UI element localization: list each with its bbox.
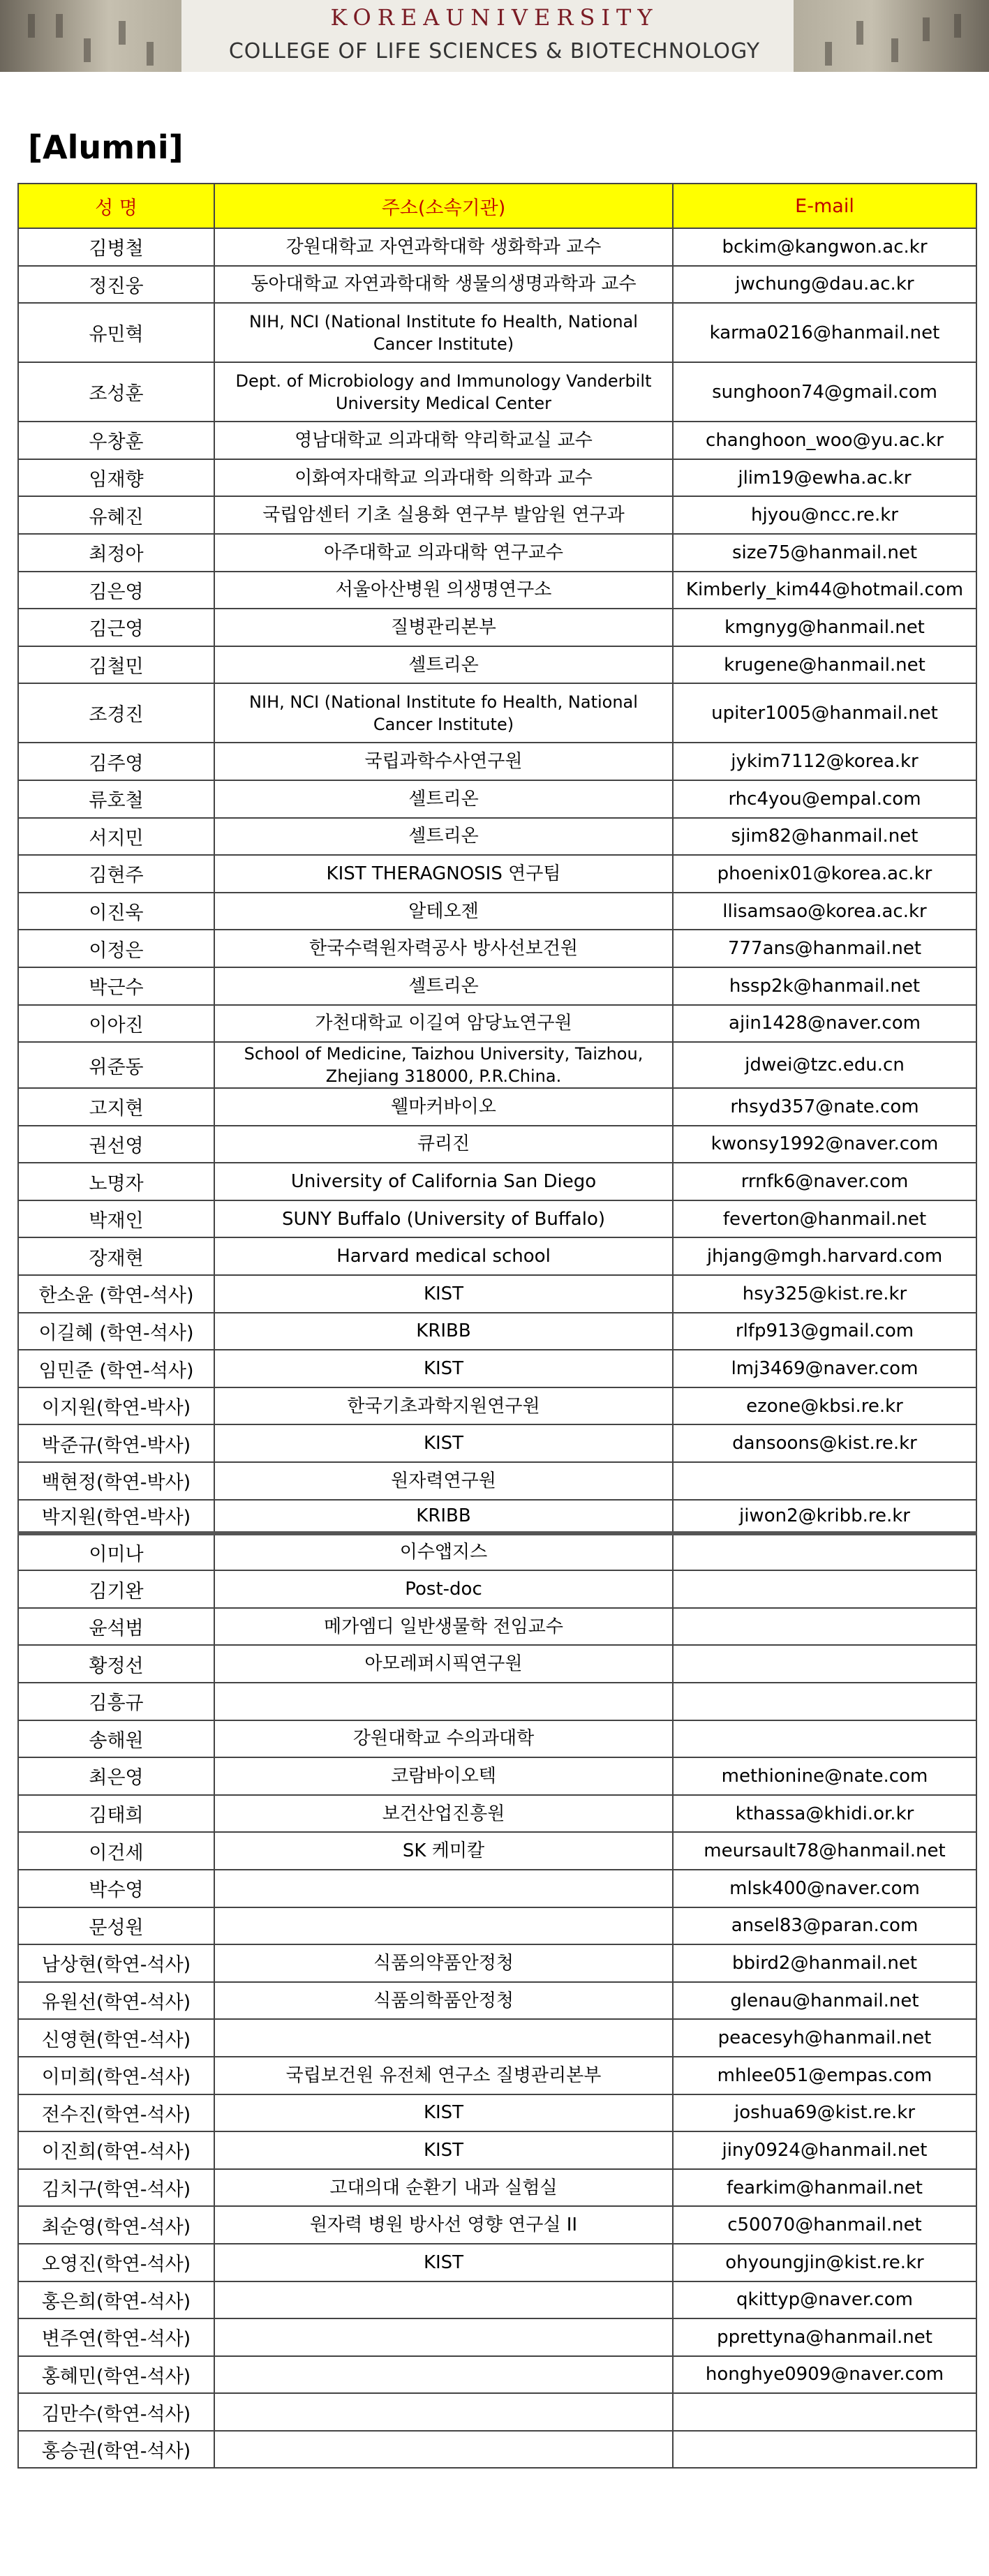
email-cell[interactable]: hsy325@kist.re.kr	[673, 1275, 976, 1313]
table-row	[18, 1275, 976, 1313]
table-row	[18, 362, 976, 422]
affiliation-cell	[214, 2281, 673, 2319]
name-cell: 유원선(학연-석사)	[18, 1982, 214, 2020]
table-row	[18, 683, 976, 743]
email-cell[interactable]: methionine@nate.com	[673, 1757, 976, 1795]
email-cell[interactable]: mlsk400@naver.com	[673, 1870, 976, 1907]
affiliation-cell: 이화여자대학교 의과대학 의학과 교수	[214, 459, 673, 497]
email-cell	[673, 1570, 976, 1608]
name-cell: 박준규(학연-박사)	[18, 1424, 214, 1462]
name-cell: 이아진	[18, 1005, 214, 1043]
email-cell[interactable]: bckim@kangwon.ac.kr	[673, 228, 976, 266]
email-cell[interactable]: lmj3469@naver.com	[673, 1350, 976, 1387]
affiliation-cell: Dept. of Microbiology and Immunology Vanderbilt University Medical Center	[214, 362, 673, 422]
affiliation-cell: 큐리진	[214, 1126, 673, 1163]
affiliation-cell: 셀트리온	[214, 646, 673, 684]
name-cell: 이미희(학연-석사)	[18, 2057, 214, 2094]
table-row	[18, 1200, 976, 1238]
email-cell	[673, 1462, 976, 1500]
affiliation-cell: 이수앱지스	[214, 1533, 673, 1571]
email-cell[interactable]: jwchung@dau.ac.kr	[673, 266, 976, 304]
email-cell[interactable]: rhc4you@empal.com	[673, 780, 976, 818]
table-row	[18, 2431, 976, 2469]
email-cell[interactable]: peacesyh@hanmail.net	[673, 2019, 976, 2057]
alumni-table-body	[18, 228, 976, 2468]
affiliation-cell: 보건산업진흥원	[214, 1795, 673, 1833]
table-row	[18, 2393, 976, 2431]
affiliation-cell: 코람바이오텍	[214, 1757, 673, 1795]
email-cell[interactable]: jdwei@tzc.edu.cn	[673, 1042, 976, 1088]
name-cell: 김태희	[18, 1795, 214, 1833]
affiliation-cell: 식품의학품안정청	[214, 1982, 673, 2020]
email-cell[interactable]: bbird2@hanmail.net	[673, 1944, 976, 1982]
name-cell: 박재인	[18, 1200, 214, 1238]
table-row	[18, 2019, 976, 2057]
name-cell: 조성훈	[18, 362, 214, 422]
name-cell: 오영진(학연-석사)	[18, 2244, 214, 2281]
table-row	[18, 1462, 976, 1500]
table-row	[18, 1683, 976, 1720]
name-cell: 유혜진	[18, 496, 214, 534]
affiliation-cell: KIST	[214, 1275, 673, 1313]
name-cell: 임재향	[18, 459, 214, 497]
table-row	[18, 1720, 976, 1758]
email-cell[interactable]: Kimberly_kim44@hotmail.com	[673, 572, 976, 609]
table-row	[18, 2281, 976, 2319]
email-cell[interactable]: changhoon_woo@yu.ac.kr	[673, 422, 976, 459]
name-cell: 한소윤 (학연-석사)	[18, 1275, 214, 1313]
table-row	[18, 1870, 976, 1907]
alumni-table	[17, 183, 977, 2469]
email-cell	[673, 1645, 976, 1683]
name-cell: 권선영	[18, 1126, 214, 1163]
table-row	[18, 1608, 976, 1646]
table-row	[18, 2094, 976, 2132]
email-cell[interactable]: size75@hanmail.net	[673, 534, 976, 572]
affiliation-cell	[214, 1907, 673, 1945]
email-cell[interactable]: ajin1428@naver.com	[673, 1005, 976, 1043]
affiliation-cell: 메가엠디 일반생물학 전임교수	[214, 1608, 673, 1646]
email-cell[interactable]: fearkim@hanmail.net	[673, 2169, 976, 2207]
email-cell[interactable]: ohyoungjin@kist.re.kr	[673, 2244, 976, 2281]
table-row	[18, 1042, 976, 1088]
table-row	[18, 266, 976, 304]
affiliation-cell: 강원대학교 수의과대학	[214, 1720, 673, 1758]
email-cell[interactable]: c50070@hanmail.net	[673, 2206, 976, 2244]
email-cell[interactable]: ezone@kbsi.re.kr	[673, 1387, 976, 1425]
table-row	[18, 2356, 976, 2394]
affiliation-cell: KIST	[214, 2244, 673, 2281]
page-title: [Alumni]	[28, 128, 184, 166]
name-cell: 최은영	[18, 1757, 214, 1795]
affiliation-cell: 동아대학교 자연과학대학 생물의생명과학과 교수	[214, 266, 673, 304]
email-cell[interactable]: karma0216@hanmail.net	[673, 303, 976, 362]
email-cell[interactable]: sjim82@hanmail.net	[673, 818, 976, 856]
table-row	[18, 1163, 976, 1200]
name-cell: 박지원(학연-박사)	[18, 1500, 214, 1533]
affiliation-cell: 국립암센터 기초 실용화 연구부 발암원 연구과	[214, 496, 673, 534]
email-cell[interactable]: llisamsao@korea.ac.kr	[673, 893, 976, 930]
name-cell: 임민준 (학연-석사)	[18, 1350, 214, 1387]
table-row	[18, 572, 976, 609]
affiliation-cell: Harvard medical school	[214, 1237, 673, 1275]
table-row	[18, 609, 976, 646]
email-cell[interactable]: phoenix01@korea.ac.kr	[673, 855, 976, 893]
university-title: KOREAUNIVERSITY	[330, 4, 659, 31]
email-cell[interactable]: pprettyna@hanmail.net	[673, 2318, 976, 2356]
name-cell: 백현정(학연-박사)	[18, 1462, 214, 1500]
name-cell: 서지민	[18, 818, 214, 856]
email-cell[interactable]: dansoons@kist.re.kr	[673, 1424, 976, 1462]
table-row	[18, 2057, 976, 2094]
affiliation-cell	[214, 2356, 673, 2394]
name-cell: 홍혜민(학연-석사)	[18, 2356, 214, 2394]
table-row	[18, 1088, 976, 1126]
affiliation-cell: NIH, NCI (National Institute fo Health, National Cancer Institute)	[214, 303, 673, 362]
email-cell[interactable]: rhsyd357@nate.com	[673, 1088, 976, 1126]
email-cell[interactable]: ansel83@paran.com	[673, 1907, 976, 1945]
affiliation-cell: 국립과학수사연구원	[214, 743, 673, 780]
name-cell: 김주영	[18, 743, 214, 780]
affiliation-cell: 식품의약품안정청	[214, 1944, 673, 1982]
affiliation-cell: KIST	[214, 2131, 673, 2169]
email-cell[interactable]: meursault78@hanmail.net	[673, 1832, 976, 1870]
name-cell: 송해원	[18, 1720, 214, 1758]
email-cell[interactable]: jhjang@mgh.harvard.com	[673, 1237, 976, 1275]
column-header-email: E-mail	[673, 184, 976, 228]
table-row	[18, 2169, 976, 2207]
affiliation-cell: School of Medicine, Taizhou University, Taizhou, Zhejiang 318000, P.R.China.	[214, 1042, 673, 1088]
name-cell: 이길혜 (학연-석사)	[18, 1313, 214, 1350]
table-row	[18, 1832, 976, 1870]
affiliation-cell: KRIBB	[214, 1313, 673, 1350]
name-cell: 장재현	[18, 1237, 214, 1275]
name-cell: 류호철	[18, 780, 214, 818]
affiliation-cell: 질병관리본부	[214, 609, 673, 646]
name-cell: 이지원(학연-박사)	[18, 1387, 214, 1425]
email-cell[interactable]: jykim7112@korea.kr	[673, 743, 976, 780]
affiliation-cell: 웰마커바이오	[214, 1088, 673, 1126]
email-cell	[673, 1533, 976, 1571]
affiliation-cell: 원자력연구원	[214, 1462, 673, 1500]
affiliation-cell: KRIBB	[214, 1500, 673, 1533]
affiliation-cell	[214, 2019, 673, 2057]
name-cell: 김근영	[18, 609, 214, 646]
name-cell: 김은영	[18, 572, 214, 609]
header-banner	[0, 0, 989, 72]
table-row	[18, 1005, 976, 1043]
affiliation-cell: SK 케미칼	[214, 1832, 673, 1870]
email-cell[interactable]: jlim19@ewha.ac.kr	[673, 459, 976, 497]
name-cell: 이건세	[18, 1832, 214, 1870]
email-cell	[673, 2393, 976, 2431]
affiliation-cell: 셀트리온	[214, 818, 673, 856]
table-row	[18, 1533, 976, 1571]
name-cell: 유민혁	[18, 303, 214, 362]
name-cell: 이진욱	[18, 893, 214, 930]
name-cell: 김현주	[18, 855, 214, 893]
email-cell[interactable]: glenau@hanmail.net	[673, 1982, 976, 2020]
name-cell: 박수영	[18, 1870, 214, 1907]
table-row	[18, 2206, 976, 2244]
name-cell: 김만수(학연-석사)	[18, 2393, 214, 2431]
affiliation-cell: KIST	[214, 1350, 673, 1387]
name-cell: 조경진	[18, 683, 214, 743]
affiliation-cell	[214, 1870, 673, 1907]
email-cell[interactable]: honghye0909@naver.com	[673, 2356, 976, 2394]
name-cell: 김병철	[18, 228, 214, 266]
name-cell: 김기완	[18, 1570, 214, 1608]
name-cell: 박근수	[18, 967, 214, 1005]
table-row	[18, 496, 976, 534]
affiliation-cell: KIST	[214, 1424, 673, 1462]
email-cell[interactable]: mhlee051@empas.com	[673, 2057, 976, 2094]
email-cell[interactable]: feverton@hanmail.net	[673, 1200, 976, 1238]
column-header-name: 성 명	[18, 184, 214, 228]
name-cell: 정진웅	[18, 266, 214, 304]
name-cell: 신영현(학연-석사)	[18, 2019, 214, 2057]
name-cell: 변주연(학연-석사)	[18, 2318, 214, 2356]
name-cell: 문성원	[18, 1907, 214, 1945]
email-cell[interactable]: sunghoon74@gmail.com	[673, 362, 976, 422]
name-cell: 최순영(학연-석사)	[18, 2206, 214, 2244]
table-row	[18, 2318, 976, 2356]
name-cell: 김흥규	[18, 1683, 214, 1720]
email-cell[interactable]: rrnfk6@naver.com	[673, 1163, 976, 1200]
affiliation-cell: University of California San Diego	[214, 1163, 673, 1200]
table-row	[18, 1570, 976, 1608]
table-row	[18, 1982, 976, 2020]
affiliation-cell: 아모레퍼시픽연구원	[214, 1645, 673, 1683]
affiliation-cell: NIH, NCI (National Institute fo Health, National Cancer Institute)	[214, 683, 673, 743]
name-cell: 김치구(학연-석사)	[18, 2169, 214, 2207]
affiliation-cell: 알테오젠	[214, 893, 673, 930]
affiliation-cell: 영남대학교 의과대학 약리학교실 교수	[214, 422, 673, 459]
email-cell[interactable]: upiter1005@hanmail.net	[673, 683, 976, 743]
table-row	[18, 1944, 976, 1982]
table-row	[18, 1424, 976, 1462]
affiliation-cell: 강원대학교 자연과학대학 생화학과 교수	[214, 228, 673, 266]
name-cell: 우창훈	[18, 422, 214, 459]
table-row	[18, 1350, 976, 1387]
table-row	[18, 228, 976, 266]
name-cell: 이진희(학연-석사)	[18, 2131, 214, 2169]
name-cell: 김철민	[18, 646, 214, 684]
table-row	[18, 743, 976, 780]
name-cell: 윤석범	[18, 1608, 214, 1646]
affiliation-cell: 국립보건원 유전체 연구소 질병관리본부	[214, 2057, 673, 2094]
affiliation-cell: 한국기초과학지원연구원	[214, 1387, 673, 1425]
table-row	[18, 1126, 976, 1163]
email-cell[interactable]: jiny0924@hanmail.net	[673, 2131, 976, 2169]
email-cell[interactable]: qkittyp@naver.com	[673, 2281, 976, 2319]
email-cell[interactable]: kthassa@khidi.or.kr	[673, 1795, 976, 1833]
table-row	[18, 1907, 976, 1945]
email-cell[interactable]: 777ans@hanmail.net	[673, 930, 976, 967]
name-cell: 황정선	[18, 1645, 214, 1683]
table-row	[18, 1387, 976, 1425]
email-cell[interactable]: jiwon2@kribb.re.kr	[673, 1500, 976, 1533]
table-row	[18, 1500, 976, 1533]
affiliation-cell: 가천대학교 이길여 암당뇨연구원	[214, 1005, 673, 1043]
table-row	[18, 967, 976, 1005]
affiliation-cell: KIST	[214, 2094, 673, 2132]
college-subtitle: COLLEGE OF LIFE SCIENCES & BIOTECHNOLOGY	[228, 39, 761, 64]
table-row	[18, 780, 976, 818]
table-row	[18, 2131, 976, 2169]
affiliation-cell: 고대의대 순환기 내과 실험실	[214, 2169, 673, 2207]
email-cell[interactable]: joshua69@kist.re.kr	[673, 2094, 976, 2132]
email-cell[interactable]: rlfp913@gmail.com	[673, 1313, 976, 1350]
name-cell: 노명자	[18, 1163, 214, 1200]
table-row	[18, 2244, 976, 2281]
table-row	[18, 1645, 976, 1683]
table-row	[18, 855, 976, 893]
table-row	[18, 893, 976, 930]
affiliation-cell: 원자력 병원 방사선 영향 연구실 II	[214, 2206, 673, 2244]
email-cell[interactable]: kwonsy1992@naver.com	[673, 1126, 976, 1163]
name-cell: 위준동	[18, 1042, 214, 1088]
affiliation-cell: 아주대학교 의과대학 연구교수	[214, 534, 673, 572]
table-row	[18, 422, 976, 459]
name-cell: 이미나	[18, 1533, 214, 1571]
affiliation-cell: 한국수력원자력공사 방사선보건원	[214, 930, 673, 967]
name-cell: 고지현	[18, 1088, 214, 1126]
email-cell	[673, 1683, 976, 1720]
email-cell	[673, 1608, 976, 1646]
table-row	[18, 1795, 976, 1833]
name-cell: 홍은희(학연-석사)	[18, 2281, 214, 2319]
table-row	[18, 818, 976, 856]
table-row	[18, 1237, 976, 1275]
table-row	[18, 1313, 976, 1350]
email-cell[interactable]: hjyou@ncc.re.kr	[673, 496, 976, 534]
name-cell: 홍승권(학연-석사)	[18, 2431, 214, 2469]
email-cell[interactable]: hssp2k@hanmail.net	[673, 967, 976, 1005]
table-row	[18, 459, 976, 497]
table-row	[18, 303, 976, 362]
affiliation-cell: 셀트리온	[214, 780, 673, 818]
affiliation-cell: Post-doc	[214, 1570, 673, 1608]
affiliation-cell: 서울아산병원 의생명연구소	[214, 572, 673, 609]
name-cell: 전수진(학연-석사)	[18, 2094, 214, 2132]
affiliation-cell	[214, 2431, 673, 2469]
affiliation-cell	[214, 2318, 673, 2356]
email-cell	[673, 1720, 976, 1758]
table-header-row	[18, 184, 976, 228]
column-header-affiliation: 주소(소속기관)	[214, 184, 673, 228]
email-cell	[673, 2431, 976, 2469]
name-cell: 최정아	[18, 534, 214, 572]
affiliation-cell: SUNY Buffalo (University of Buffalo)	[214, 1200, 673, 1238]
affiliation-cell: KIST THERAGNOSIS 연구팀	[214, 855, 673, 893]
affiliation-cell: 셀트리온	[214, 967, 673, 1005]
table-row	[18, 534, 976, 572]
table-row	[18, 646, 976, 684]
table-row	[18, 1757, 976, 1795]
table-row	[18, 930, 976, 967]
name-cell: 남상현(학연-석사)	[18, 1944, 214, 1982]
affiliation-cell	[214, 2393, 673, 2431]
email-cell[interactable]: kmgnyg@hanmail.net	[673, 609, 976, 646]
affiliation-cell	[214, 1683, 673, 1720]
name-cell: 이정은	[18, 930, 214, 967]
email-cell[interactable]: krugene@hanmail.net	[673, 646, 976, 684]
